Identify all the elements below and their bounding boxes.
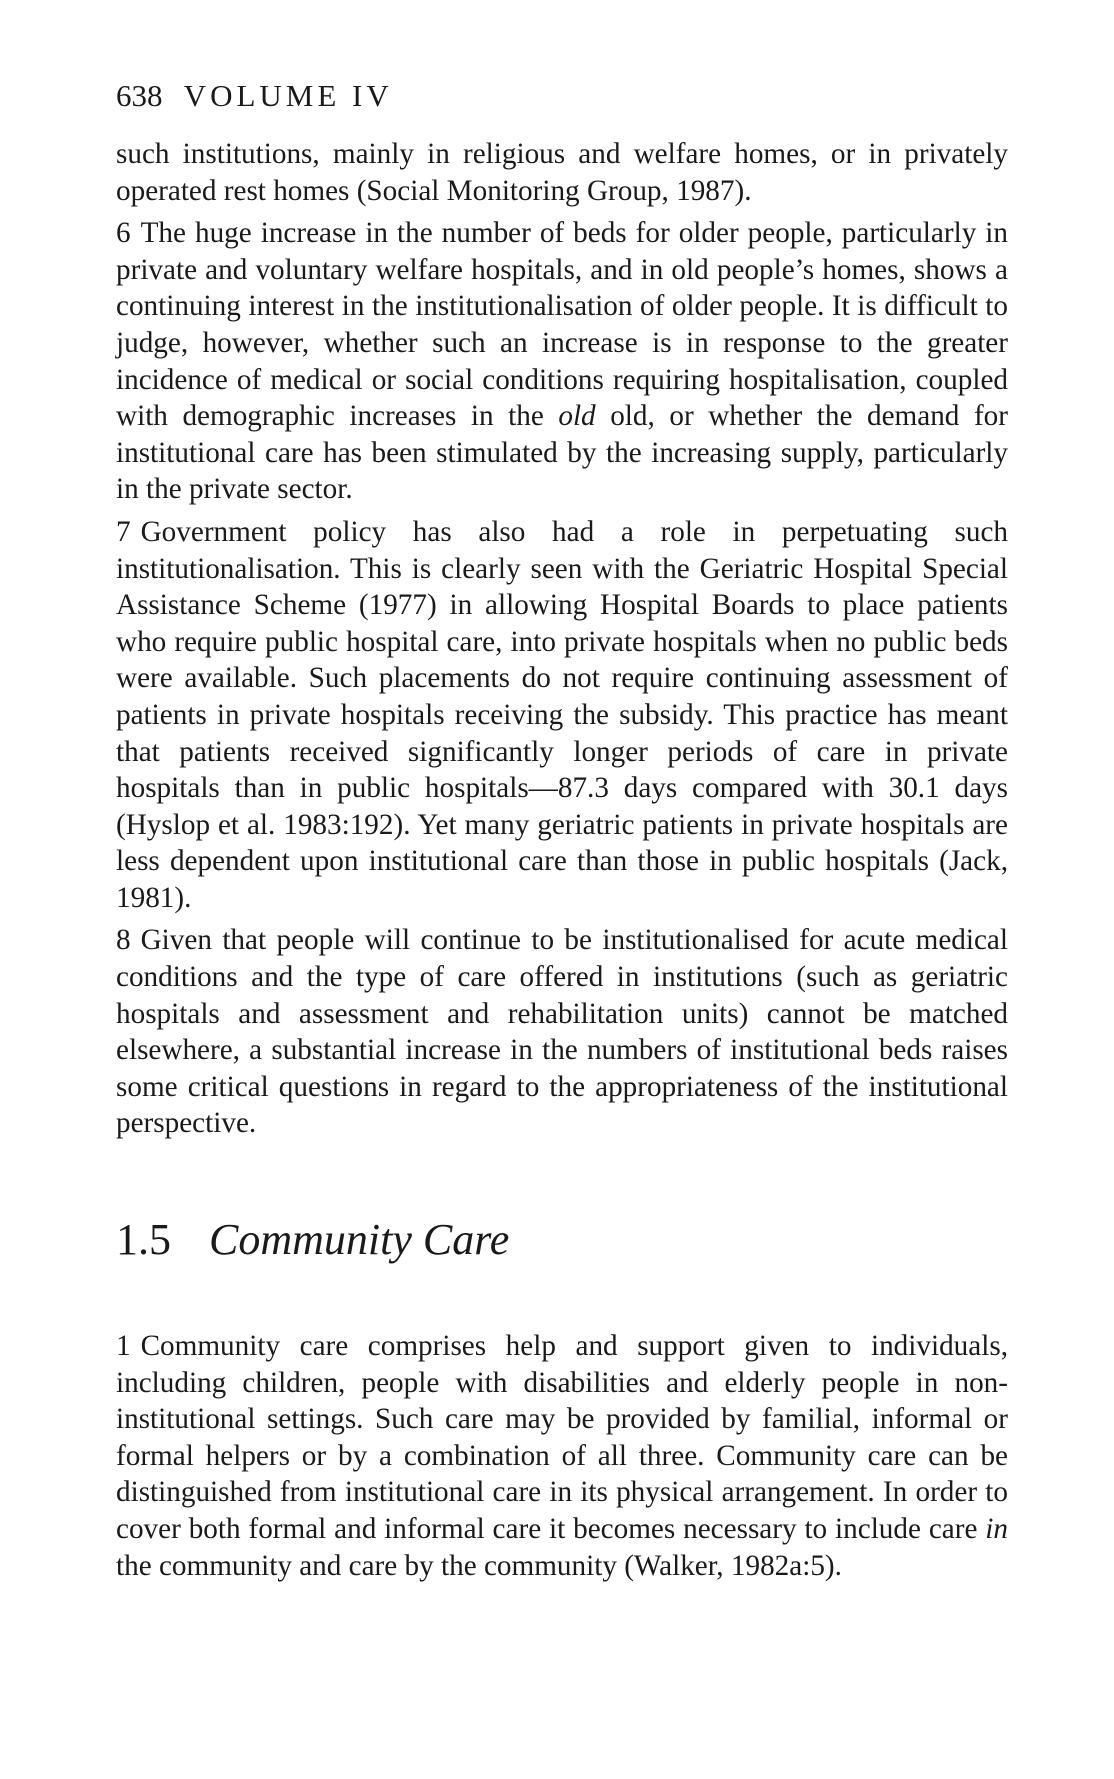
paragraph-text: such institutions, mainly in religious and welfare homes, or in privately operated rest homes (Social Monitoring Group, 1987). <box>116 138 1008 207</box>
section-number: 1.5 <box>116 1215 171 1265</box>
paragraph-emphasis: in <box>985 1513 1008 1545</box>
paragraph-text: Government policy has also had a role in perpetuating such institutionalisation. This is clearly seen with the Geriatric Hospital Special Assistance Scheme (1977) in allowing Hospital Boards to place patients who require public hospital care, into private hospitals when no public beds were available. Such placements do not require continuing assessment of patients in private hospitals receiving the subsidy. This practice has meant that patients received significantly longer periods of care in private hospitals than in public hospitals—87.3 days compared with 30.1 days (Hyslop et al. 1983:192). Yet many geriatric patients in private hospitals are less dependent upon institutional care than those in public hospitals (Jack, 1981). <box>116 515 1008 914</box>
paragraph-continuation <box>116 136 1008 209</box>
running-head <box>116 78 1008 114</box>
paragraph-text: Community care comprises help and support given to individuals, including children, people with disabilities and elderly people in non-institutional settings. Such care may be provided by familial, informal or formal helpers or by a combination of all three. Community care can be distinguished from institutional care in its physical arrangement. In order to cover both formal and informal care it becomes necessary to include care <box>116 1330 1008 1545</box>
body-text <box>116 136 1008 1142</box>
paragraph-number: 8 <box>116 924 131 957</box>
paragraph-6 <box>116 215 1008 508</box>
paragraph-number: 6 <box>116 217 131 250</box>
document-page <box>116 78 1008 1590</box>
paragraph-emphasis: old <box>558 400 596 433</box>
paragraph-1 <box>116 1328 1008 1584</box>
section-heading <box>116 1214 1008 1266</box>
body-text-section <box>116 1328 1008 1584</box>
paragraph-text: Given that people will continue to be institutionalised for acute medical conditions and the type of care offered in institutions (such as geriatric hospitals and assessment and rehabilitation units) cannot be matched elsewhere, a substantial increase in the numbers of institutional beds raises some critical questions in regard to the appropriateness of the institutional perspective. <box>116 924 1008 1140</box>
paragraph-text: old, or whether the demand for institutional care has been stimulated by the increasing supply, particularly in the private sector. <box>116 400 1008 506</box>
paragraph-text: the community and care by the community (Walker, 1982a:5). <box>116 1549 842 1582</box>
paragraph-text: The huge increase in the number of beds for older people, particularly in private and voluntary welfare hospitals, and in old people’s homes, shows a continuing interest in the institutionalisation of older people. It is difficult to judge, however, whether such an increase is in response to the greater incidence of medical or social conditions requiring hospitalisation, coupled with demographic increases in the <box>116 217 1008 433</box>
paragraph-number: 1 <box>116 1330 131 1363</box>
running-title: VOLUME IV <box>183 78 393 113</box>
page-number: 638 <box>116 78 163 113</box>
paragraph-8 <box>116 922 1008 1142</box>
paragraph-7 <box>116 514 1008 917</box>
paragraph-number: 7 <box>116 515 131 548</box>
section-title: Community Care <box>209 1215 510 1265</box>
